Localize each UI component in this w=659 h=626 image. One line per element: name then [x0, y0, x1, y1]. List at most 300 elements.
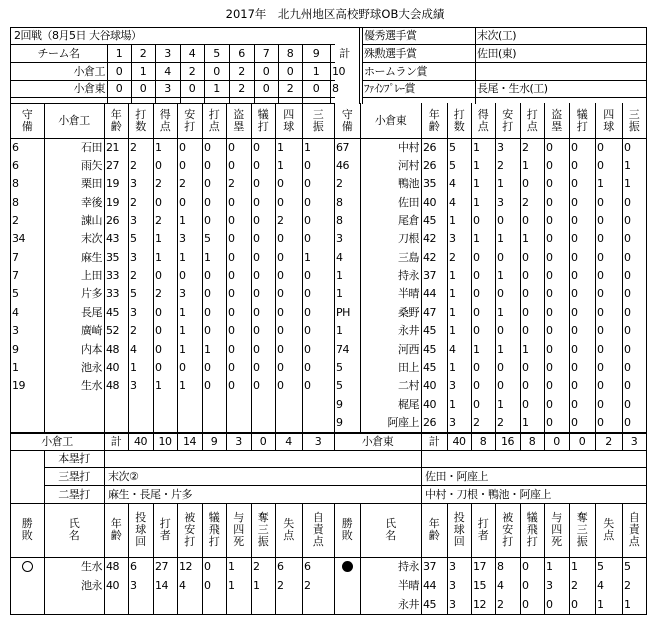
- left-player-stat: 0: [204, 159, 211, 173]
- left-player-stat: 0: [228, 140, 235, 154]
- left-player-name: 上田: [81, 269, 102, 283]
- left-pitcher-stat: 1: [228, 560, 235, 573]
- left-player-pos: 6: [12, 140, 19, 154]
- right-player-pos: 1: [336, 324, 343, 338]
- left-player-stat: 0: [155, 159, 162, 173]
- left-player-stat: 0: [253, 232, 260, 246]
- right-player-pos: 9: [336, 397, 343, 411]
- left-col-header-2: 得 点: [159, 107, 171, 133]
- left-total-value: 40: [134, 435, 147, 448]
- right-pitch-col-header-2: 打 者: [477, 517, 489, 542]
- left-player-name: 内本: [81, 342, 102, 356]
- right-player-stat: 0: [624, 232, 631, 246]
- right-player-stat: 4: [449, 177, 456, 191]
- left-player-name: [44, 413, 104, 431]
- grid-line: [475, 27, 476, 104]
- grid-line: [646, 103, 647, 433]
- right-player-stat: 1: [522, 159, 529, 173]
- award-value-2: [475, 62, 646, 80]
- grid-line: [44, 503, 45, 615]
- grid-line: [421, 450, 422, 504]
- right-player-stat: 3: [497, 195, 504, 209]
- left-player-stat: 3: [179, 232, 186, 246]
- left-player-stat: 1: [179, 305, 186, 319]
- linescore-total-0: 10: [332, 64, 345, 78]
- grid-line: [622, 503, 623, 615]
- grid-line: [569, 503, 570, 615]
- award-label-3: ﾌｧｲﾝﾌﾟﾚｰ賞: [364, 82, 415, 95]
- left-player-stat: 1: [179, 250, 186, 264]
- left-player-stat: 0: [277, 195, 284, 209]
- left-player-stat: 19: [106, 195, 119, 209]
- right-pitcher-name: 永井: [398, 598, 419, 611]
- left-player-stat: 0: [253, 159, 260, 173]
- left-pitch-col-header-4: 犠 飛 打: [208, 511, 220, 548]
- left-player-stat: 0: [253, 214, 260, 228]
- right-player-name: 刀根: [398, 232, 419, 246]
- right-player-pos: 1: [336, 287, 343, 301]
- right-player-stat: 0: [497, 379, 504, 393]
- right-pitcher-stat: 44: [423, 579, 436, 592]
- inning-header-8: 8: [286, 46, 294, 60]
- right-player-name: 鴨池: [398, 177, 419, 191]
- right-pitcher-stat: 4: [597, 579, 604, 592]
- right-player-stat: 0: [522, 250, 529, 264]
- right-pitcher-stat: 1: [571, 560, 578, 573]
- extra-hit-label-1: 三塁打: [58, 469, 90, 483]
- right-player-stat: 0: [597, 305, 604, 319]
- right-total-value: 0: [578, 435, 586, 448]
- right-player-stat: 0: [522, 287, 529, 301]
- left-pitcher-stat: 6: [130, 560, 137, 573]
- left-pitcher-stat: [128, 595, 153, 614]
- left-player-stat: 26: [106, 214, 119, 228]
- right-player-stat: 0: [546, 250, 553, 264]
- left-player-stat: 3: [130, 250, 137, 264]
- right-player-stat: 0: [624, 195, 631, 209]
- right-pitch-col-header-5: 与 四 死: [551, 511, 562, 548]
- right-player-stat: 0: [571, 269, 578, 283]
- right-pitcher-stat: 0: [522, 579, 529, 592]
- award-value-1: 佐田(東): [477, 46, 517, 60]
- right-pitch-col-header-0: 年 齢: [428, 517, 440, 542]
- grid-line: [104, 433, 105, 451]
- left-player-pos: 9: [12, 342, 19, 356]
- grid-line: [359, 27, 360, 104]
- right-player-stat: 1: [449, 269, 456, 283]
- left-pitcher-stat: 6: [277, 560, 284, 573]
- left-player-stat: 33: [106, 287, 119, 301]
- left-player-stat: 1: [155, 232, 162, 246]
- right-pitcher-stat: 0: [522, 598, 529, 611]
- award-label-2: ホームラン賞: [364, 64, 427, 78]
- left-player-pos: 5: [12, 287, 19, 301]
- right-pitcher-stat: 12: [473, 598, 486, 611]
- grid-line: [646, 503, 647, 615]
- right-player-name: 持永: [398, 269, 419, 283]
- left-player-stat: 33: [106, 269, 119, 283]
- left-pitch-col-header-7: 失 点: [283, 517, 294, 542]
- right-pitcher-name: 持永: [398, 560, 419, 573]
- right-player-stat: 42: [423, 232, 436, 246]
- right-player-name: 尾倉: [398, 214, 419, 228]
- grid-line: [360, 103, 361, 433]
- right-pitcher-stat: 17: [473, 560, 486, 573]
- left-player-stat: [302, 413, 334, 431]
- grid-line: [10, 557, 647, 558]
- right-player-stat: 1: [449, 360, 456, 374]
- award-value-0: 末次(工): [477, 29, 517, 42]
- left-col-header-8: 三 振: [312, 107, 324, 133]
- left-player-pos: 7: [12, 250, 19, 264]
- right-player-name: 桑野: [398, 305, 419, 319]
- inning-score: 2: [238, 82, 245, 95]
- right-player-stat: 0: [473, 287, 480, 301]
- left-col-header-6: 犠 打: [257, 107, 269, 133]
- right-col-header-2: 得 点: [477, 107, 489, 133]
- left-pitcher-name: 池永: [81, 579, 102, 592]
- right-player-stat: 0: [546, 140, 553, 154]
- right-player-stat: 26: [423, 159, 436, 173]
- left-player-pos: [10, 413, 44, 431]
- grid-line: [229, 44, 230, 104]
- right-player-stat: 3: [449, 232, 456, 246]
- right-player-stat: 0: [546, 415, 553, 429]
- grid-line: [177, 103, 178, 433]
- left-player-stat: 0: [253, 287, 260, 301]
- right-player-stat: 1: [497, 305, 504, 319]
- left-player-stat: 0: [204, 269, 211, 283]
- left-player-stat: [128, 395, 153, 413]
- left-player-stat: [226, 395, 251, 413]
- right-pitcher-stat: 3: [449, 598, 456, 611]
- inning-score: 2: [238, 64, 245, 78]
- right-player-stat: 4: [449, 195, 456, 209]
- right-player-stat: 0: [571, 379, 578, 393]
- left-totals-label: 計: [110, 435, 122, 448]
- right-player-stat: 1: [449, 305, 456, 319]
- linescore-team-0: 小倉工: [73, 64, 105, 78]
- right-pitcher-stat: 1: [624, 598, 631, 611]
- award-label-1: 殊勲選手賞: [364, 46, 417, 60]
- left-pos-header: 守 備: [21, 107, 33, 133]
- left-pitcher-stat: 40: [106, 579, 119, 592]
- grid-line: [520, 433, 521, 451]
- right-player-stat: 26: [423, 140, 436, 154]
- right-player-stat: 0: [571, 415, 578, 429]
- left-player-stat: 3: [130, 177, 137, 191]
- right-player-stat: 0: [546, 177, 553, 191]
- left-player-pos: 7: [12, 269, 19, 283]
- right-player-stat: 0: [597, 324, 604, 338]
- grid-line: [153, 503, 154, 615]
- left-player-stat: 0: [304, 214, 311, 228]
- left-pitcher-result: [10, 557, 44, 576]
- grid-line: [180, 44, 181, 104]
- left-pitcher-stat: 14: [155, 579, 168, 592]
- right-player-stat: 1: [473, 232, 480, 246]
- right-pitcher-stat: 3: [449, 579, 456, 592]
- left-player-name: 末次: [81, 232, 102, 246]
- right-totals-team: 小倉東: [361, 435, 394, 448]
- right-team-header: 小倉東: [374, 114, 407, 127]
- grid-line: [569, 433, 570, 451]
- left-player-stat: [251, 413, 275, 431]
- left-total-value: 3: [235, 435, 242, 448]
- inning-score: 0: [115, 82, 123, 95]
- right-player-stat: 40: [423, 379, 436, 393]
- left-player-stat: 45: [106, 305, 119, 319]
- left-player-stat: 21: [106, 140, 119, 154]
- left-player-stat: 1: [304, 140, 311, 154]
- grid-line: [202, 503, 203, 615]
- right-player-stat: 0: [522, 269, 529, 283]
- grid-line: [595, 433, 596, 451]
- left-player-stat: [153, 395, 177, 413]
- left-player-stat: [128, 413, 153, 431]
- right-player-name: 河西: [398, 342, 419, 356]
- left-player-name: [44, 395, 104, 413]
- grid-line: [44, 467, 647, 468]
- left-player-stat: 2: [155, 177, 162, 191]
- right-player-name: 二村: [398, 379, 419, 393]
- right-player-stat: 0: [522, 379, 529, 393]
- left-player-stat: 3: [179, 287, 186, 301]
- right-player-stat: 45: [423, 214, 436, 228]
- right-player-stat: 0: [624, 305, 631, 319]
- inning-score: 1: [213, 82, 220, 95]
- right-pos-header: 守 備: [341, 107, 353, 133]
- right-player-stat: 0: [597, 250, 604, 264]
- right-total-value: 2: [605, 435, 612, 448]
- inning-score: 4: [164, 64, 171, 78]
- right-pitcher-stat: 8: [497, 560, 504, 573]
- right-pitcher-name: 半晴: [398, 579, 419, 592]
- left-player-stat: 0: [155, 360, 162, 374]
- right-player-stat: 3: [449, 379, 456, 393]
- right-player-stat: 0: [597, 140, 604, 154]
- grid-line: [362, 97, 647, 98]
- left-player-stat: 0: [304, 379, 311, 393]
- right-total-value: 3: [630, 435, 638, 448]
- left-player-stat: 0: [253, 379, 260, 393]
- grid-line: [10, 614, 647, 615]
- left-player-pos: 4: [12, 305, 19, 319]
- left-player-stat: 2: [179, 177, 186, 191]
- grid-line: [10, 103, 11, 433]
- left-player-stat: 48: [106, 379, 119, 393]
- left-player-stat: 43: [106, 232, 119, 246]
- right-player-stat: 1: [522, 342, 529, 356]
- left-pitcher-name-header: 氏 名: [68, 517, 80, 542]
- inning-header-2: 2: [139, 46, 147, 60]
- right-player-stat: 0: [571, 342, 578, 356]
- right-player-stat: 0: [546, 379, 553, 393]
- left-pitch-col-header-6: 奪 三 振: [257, 511, 269, 548]
- right-player-stat: 0: [546, 360, 553, 374]
- left-player-name: 長尾: [81, 305, 102, 319]
- right-player-stat: 0: [597, 342, 604, 356]
- left-player-stat: 0: [253, 342, 260, 356]
- left-player-stat: [153, 413, 177, 431]
- right-player-stat: 1: [473, 342, 480, 356]
- grid-line: [278, 44, 279, 104]
- extra-hit-left-0: [106, 450, 420, 467]
- left-player-stat: [202, 413, 226, 431]
- grid-line: [44, 485, 647, 486]
- right-player-stat: 40: [423, 195, 436, 209]
- left-player-stat: 1: [130, 360, 137, 374]
- right-col-header-0: 年 齢: [428, 107, 440, 133]
- left-total-value: 9: [210, 435, 218, 448]
- right-col-header-4: 打 点: [526, 107, 538, 133]
- right-player-stat: 0: [497, 360, 504, 374]
- page-title: 2017年 北九州地区高校野球OB大会成績: [225, 6, 445, 21]
- grid-line: [104, 450, 105, 504]
- right-player-stat: 0: [546, 287, 553, 301]
- right-player-stat: 0: [624, 287, 631, 301]
- right-player-stat: 1: [624, 159, 631, 173]
- left-player-stat: 0: [204, 177, 211, 191]
- grid-line: [330, 44, 331, 104]
- left-player-stat: 3: [130, 305, 137, 319]
- left-player-stat: 0: [204, 324, 211, 338]
- right-player-stat: 0: [597, 159, 604, 173]
- grid-line: [421, 503, 422, 615]
- linescore-total-1: 8: [332, 82, 339, 95]
- right-player-stat: 1: [522, 232, 529, 246]
- right-player-pos: PH: [336, 305, 350, 319]
- left-player-stat: 0: [253, 140, 260, 154]
- left-player-stat: [251, 395, 275, 413]
- left-col-header-0: 年 齢: [110, 107, 122, 133]
- right-pitcher-stat: 1: [546, 560, 553, 573]
- right-player-stat: 0: [473, 250, 480, 264]
- grid-line: [251, 103, 252, 433]
- right-player-stat: 0: [597, 397, 604, 411]
- right-player-stat: 0: [571, 305, 578, 319]
- right-pitcher-stat: 4: [497, 579, 504, 592]
- left-pitch-col-header-1: 投 球 回: [135, 511, 146, 548]
- grid-line: [104, 503, 105, 615]
- left-player-stat: 0: [228, 214, 235, 228]
- right-player-stat: 0: [473, 269, 480, 283]
- grid-line: [10, 97, 335, 98]
- right-player-stat: 0: [473, 305, 480, 319]
- left-player-stat: [177, 395, 202, 413]
- left-player-name: 栗田: [81, 177, 102, 191]
- left-player-stat: 0: [277, 342, 284, 356]
- left-player-stat: 0: [155, 195, 162, 209]
- grid-line: [128, 103, 129, 433]
- grid-line: [44, 103, 45, 433]
- inning-score: 0: [213, 64, 220, 78]
- right-player-stat: 0: [597, 214, 604, 228]
- left-pitcher-name: [44, 595, 104, 614]
- left-team-header: 小倉工: [58, 114, 90, 127]
- right-player-stat: 0: [571, 324, 578, 338]
- right-player-stat: 0: [624, 214, 631, 228]
- grid-line: [569, 103, 570, 433]
- inning-score: 2: [286, 82, 294, 95]
- left-player-stat: [275, 395, 302, 413]
- left-result-header: 勝 敗: [21, 517, 33, 542]
- right-player-stat: 0: [473, 324, 480, 338]
- grid-line: [595, 503, 596, 615]
- left-player-stat: 0: [304, 195, 311, 209]
- grid-line: [544, 503, 545, 615]
- right-player-stat: 0: [522, 360, 529, 374]
- extra-hit-label-0: 本塁打: [58, 452, 90, 465]
- grid-line: [226, 433, 227, 451]
- right-pitch-col-header-6: 奪 三 振: [576, 511, 588, 548]
- grid-line: [10, 138, 647, 139]
- right-player-stat: 26: [423, 415, 436, 429]
- right-player-stat: 0: [546, 397, 553, 411]
- right-player-stat: 0: [546, 232, 553, 246]
- grid-line: [153, 103, 154, 433]
- left-pitcher-name: 生水: [81, 560, 102, 573]
- left-col-header-1: 打 数: [135, 107, 146, 133]
- right-pitcher-stat: 3: [546, 579, 553, 592]
- right-player-stat: 0: [571, 214, 578, 228]
- right-player-stat: 0: [473, 360, 480, 374]
- left-player-stat: 0: [304, 232, 311, 246]
- left-pitch-col-header-0: 年 齢: [110, 517, 122, 542]
- left-player-stat: 0: [253, 360, 260, 374]
- right-player-stat: 1: [497, 269, 504, 283]
- left-pitch-col-header-8: 自 責 点: [312, 511, 324, 548]
- left-pitch-col-header-3: 被 安 打: [184, 511, 195, 548]
- left-pitcher-stat: 2: [253, 560, 260, 573]
- left-pitcher-stat: [104, 595, 128, 614]
- inning-header-5: 5: [213, 46, 220, 60]
- left-player-stat: 2: [155, 287, 162, 301]
- right-pitcher-stat: 0: [546, 598, 553, 611]
- grid-line: [447, 433, 448, 451]
- left-player-stat: 0: [228, 360, 235, 374]
- left-player-stat: 1: [179, 342, 186, 356]
- left-col-header-7: 四 球: [283, 107, 294, 133]
- right-player-stat: 0: [597, 232, 604, 246]
- right-pitcher-result: [334, 557, 360, 576]
- right-player-stat: 0: [497, 324, 504, 338]
- left-total-value: 10: [158, 435, 172, 448]
- right-pitcher-stat: 2: [624, 579, 631, 592]
- grid-line: [254, 44, 255, 104]
- left-player-pos: 8: [12, 177, 19, 191]
- left-pitcher-stat: 1: [228, 579, 235, 592]
- left-player-pos: 2: [12, 214, 19, 228]
- left-player-stat: 0: [253, 250, 260, 264]
- right-pitcher-stat: 2: [571, 579, 578, 592]
- right-pitcher-stat: 1: [597, 598, 604, 611]
- left-player-stat: [177, 413, 202, 431]
- right-player-stat: 0: [522, 305, 529, 319]
- left-player-stat: 2: [130, 159, 137, 173]
- grid-line: [275, 103, 276, 433]
- right-player-pos: 3: [336, 232, 343, 246]
- inning-score: 0: [262, 64, 270, 78]
- grid-line: [334, 503, 335, 615]
- right-pitcher-result: [334, 595, 360, 614]
- inning-header-9: 9: [312, 46, 320, 60]
- right-player-stat: 0: [571, 140, 578, 154]
- grid-line: [251, 433, 252, 451]
- right-pitcher-stat: 37: [423, 560, 436, 573]
- left-total-value: 4: [285, 435, 292, 448]
- left-player-stat: 27: [106, 159, 119, 173]
